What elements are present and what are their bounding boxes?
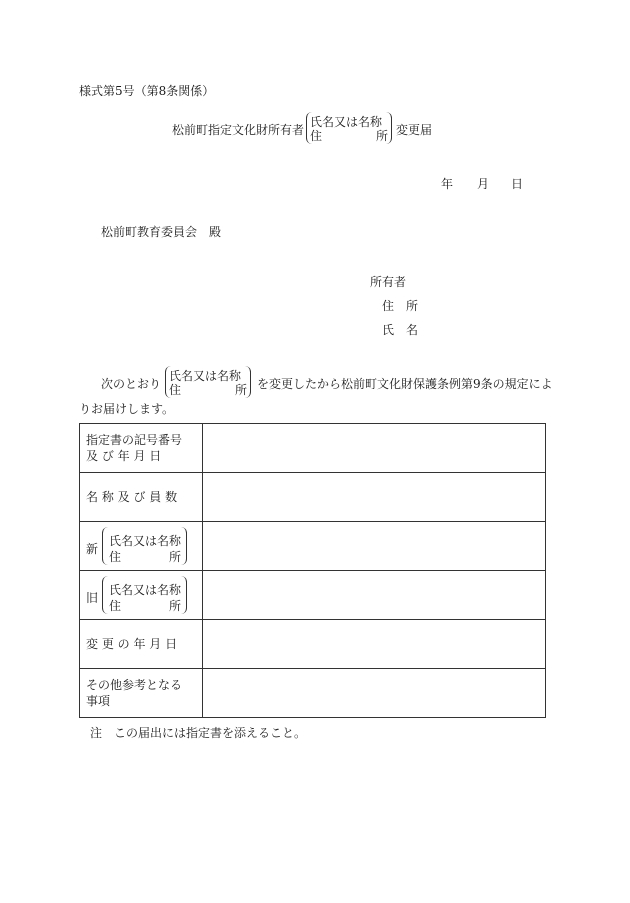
body-bracket-line2-b: 所	[234, 383, 247, 397]
table-row	[80, 473, 546, 522]
row-old-bracket-line2-b: 所	[168, 599, 181, 613]
title-suffix: 変更届	[396, 123, 433, 137]
title-bracket-line1: 氏名又は名称	[310, 115, 383, 129]
date-month: 月	[477, 177, 490, 191]
row-other-value[interactable]	[203, 669, 546, 718]
form-number: 様式第5号（第8条関係）	[79, 84, 215, 98]
owner-address-label: 住 所	[382, 299, 419, 313]
row-name-count-text: 名 称 及 び 員 数	[86, 490, 178, 504]
body-bracket	[165, 366, 251, 398]
row-cert-value[interactable]	[203, 424, 546, 473]
title-prefix: 松前町指定文化財所有者	[172, 123, 305, 137]
addressee: 松前町教育委員会 殿	[101, 225, 222, 239]
row-new-bracket-line2-a: 住	[109, 550, 122, 564]
date-day: 日	[511, 177, 524, 191]
row-old-value[interactable]	[203, 571, 546, 620]
row-new-value[interactable]	[203, 522, 546, 571]
row-old-bracket-line2-a: 住	[109, 599, 122, 613]
table-row	[80, 522, 546, 571]
row-other-line1: その他参考となる	[86, 678, 183, 692]
row-name-count-label	[80, 473, 203, 522]
row-cert-label	[80, 424, 203, 473]
row-old-label	[80, 571, 203, 620]
date-year: 年	[441, 177, 454, 191]
table-row	[80, 571, 546, 620]
row-change-date-text: 変 更 の 年 月 日	[86, 637, 178, 651]
row-other-label	[80, 669, 203, 718]
row-other-line2: 事項	[86, 694, 111, 708]
body-bracket-line1: 氏名又は名称	[169, 369, 242, 383]
owner-name-label: 氏 名	[382, 323, 419, 337]
row-old-side: 旧	[86, 591, 99, 605]
title-bracket-line2-b: 所	[375, 129, 388, 143]
body-lead: 次のとおり	[101, 377, 162, 391]
row-cert-label-line2: 及 び 年 月 日	[86, 449, 162, 463]
row-old-bracket	[102, 576, 187, 614]
row-cert-label-line1: 指定書の記号番号	[86, 433, 183, 447]
row-old-bracket-line1: 氏名又は名称	[109, 583, 182, 597]
owner-label: 所有者	[370, 275, 407, 289]
title-bracket-line2-a: 住	[310, 129, 323, 143]
row-new-bracket	[102, 527, 187, 565]
table-row	[80, 424, 546, 473]
row-new-label	[80, 522, 203, 571]
body-text2: りお届けします。	[79, 402, 175, 416]
row-name-count-value[interactable]	[203, 473, 546, 522]
row-change-date-value[interactable]	[203, 620, 546, 669]
table-row	[80, 669, 546, 718]
row-new-side: 新	[86, 542, 99, 556]
title-bracket	[306, 112, 392, 144]
table-row	[80, 620, 546, 669]
row-new-bracket-line1: 氏名又は名称	[109, 534, 182, 548]
note: 注 この届出には指定書を添えること。	[90, 726, 307, 740]
body-bracket-line2-a: 住	[169, 383, 182, 397]
row-change-date-label	[80, 620, 203, 669]
change-form-table	[79, 423, 546, 718]
row-new-bracket-line2-b: 所	[168, 550, 181, 564]
body-text1: を変更したから松前町文化財保護条例第9条の規定によ	[257, 377, 553, 391]
